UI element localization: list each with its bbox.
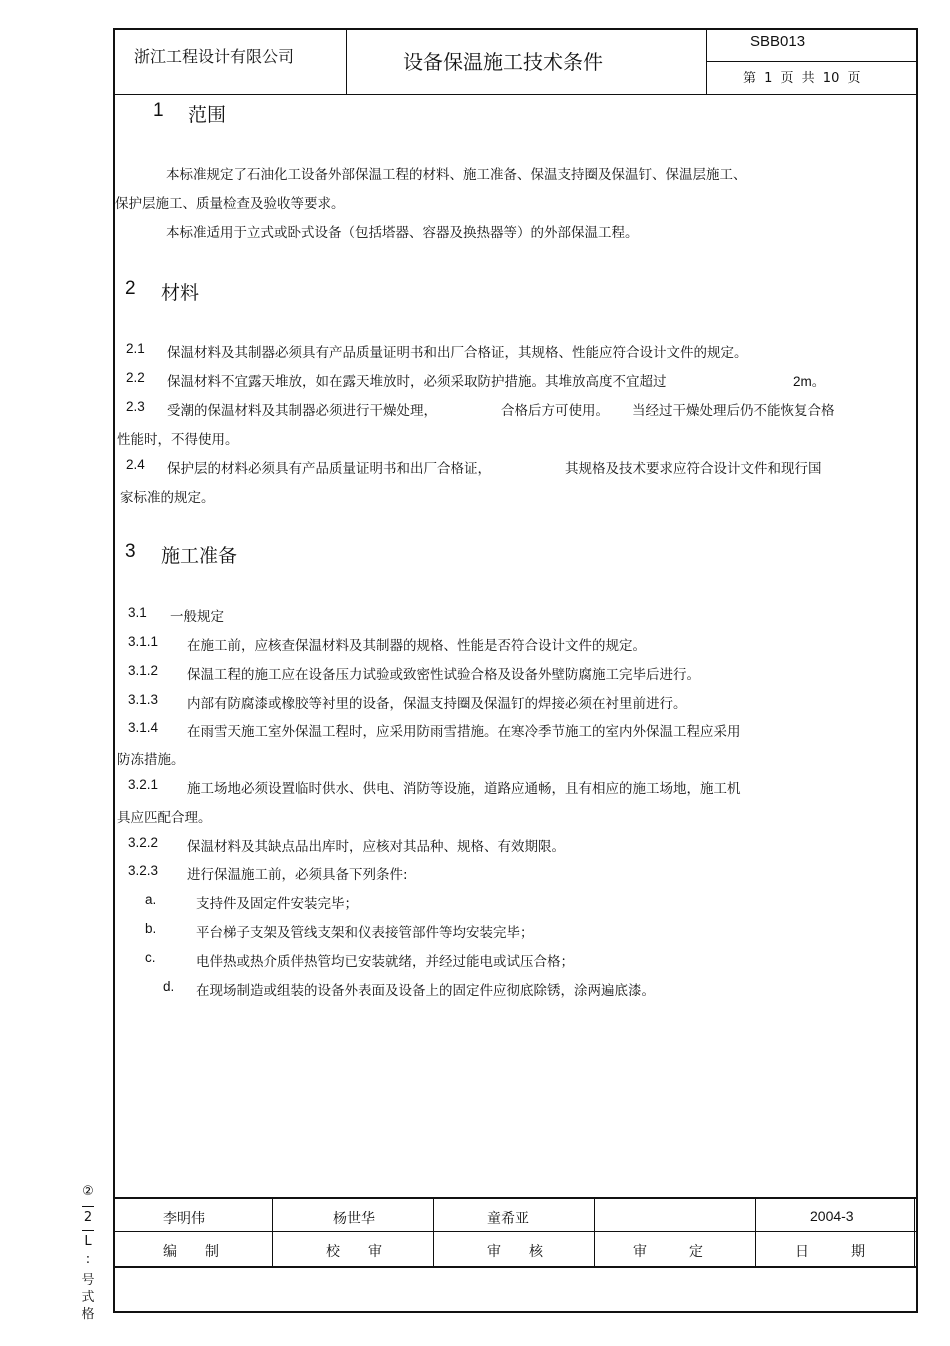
clause-2-1-number: 2.1 [126,341,145,356]
item-d-marker: d. [163,979,175,994]
item-a-marker: a. [145,892,157,907]
item-b-text: 平台梯子支架及管线支架和仪表接管部件等均安装完毕； [196,925,534,941]
margin-rule-1 [82,1206,94,1207]
clause-2-1-text: 保温材料及其制器必须具有产品质量证明书和出厂合格证，其规格、性能应符合设计文件的规定。 [167,345,748,361]
clause-2-3-text-b: 合格后方可使用。 [501,403,609,419]
clause-2-4-text-b: 其规格及技术要求应符合设计文件和现行国 [565,461,822,477]
signoff-label-approve: 审 定 [633,1244,703,1260]
scope-para-2: 本标准适用于立式或卧式设备（包括塔器、容器及换热器等）的外部保温工程。 [166,225,639,241]
clause-3-1-3-text: 内部有防腐漆或橡胶等衬里的设备，保温支持圈及保温钉的焊接必须在衬里前进行。 [187,696,687,712]
item-c-marker: c. [145,950,156,965]
margin-mark-ge: 格 [81,1307,95,1322]
page-info: 第 1 页 共 10 页 [743,71,861,86]
signoff-name-checker: 杨世华 [333,1211,375,1227]
clause-3-2-2-number: 3.2.2 [128,835,159,850]
clause-3-1-4-text: 在雨雪天施工室外保温工程时，应采用防雨雪措施。在寒冷季节施工的室内外保温工程应采用 [187,724,741,740]
signoff-col-divider-3 [594,1197,595,1267]
item-b-marker: b. [145,921,157,936]
signoff-label-review: 审 核 [487,1244,543,1260]
item-d-text: 在现场制造或组装的设备外表面及设备上的固定件应彻底除锈，涂两遍底漆。 [196,983,655,999]
document-title: 设备保温施工技术条件 [403,50,603,74]
margin-mark-2: 2 [83,1210,93,1225]
clause-2-2-number: 2.2 [126,370,145,385]
section-3-number: 3 [125,541,136,562]
signoff-name-reviewer: 童希亚 [487,1211,529,1227]
scope-para-1-line-1: 本标准规定了石油化工设备外部保温工程的材料、施工准备、保温支持圈及保温钉、保温层施工、 [166,167,747,183]
signoff-col-divider-5 [914,1197,915,1267]
margin-mark-colon: : [85,1252,91,1267]
clause-3-2-1-number: 3.2.1 [128,777,159,792]
company-name: 浙江工程设计有限公司 [134,47,295,66]
clause-2-2-height: 2m。 [793,374,826,389]
item-c-text: 电伴热或热介质伴热管均已安装就绪，并经过能电或试压合格； [196,954,574,970]
clause-3-2-1-text: 施工场地必须设置临时供水、供电、消防等设施，道路应通畅，且有相应的施工场地，施工机 [187,781,741,797]
signoff-col-divider-1 [272,1197,273,1267]
margin-mark-hao: 号 [81,1273,95,1288]
margin-mark-shi: 式 [81,1290,95,1305]
clause-3-1-1-number: 3.1.1 [128,634,159,649]
signoff-label-check: 校 审 [326,1244,382,1260]
signoff-bottom-rule [113,1266,918,1268]
header-divider-1 [346,28,347,94]
scope-para-1-line-2: 保护层施工、质量检查及验收等要求。 [115,196,345,212]
clause-3-2-3-text: 进行保温施工前，必须具备下列条件: [187,867,408,883]
clause-3-1-1-text: 在施工前，应核查保温材料及其制器的规格、性能是否符合设计文件的规定。 [187,638,646,654]
section-2-title: 材料 [161,282,200,304]
header-bottom-rule [113,94,918,95]
clause-2-4-number: 2.4 [126,457,145,472]
header-code-rule [706,61,918,62]
signoff-date: 2004-3 [810,1208,854,1224]
signoff-label-compile: 编 制 [163,1244,219,1260]
clause-2-3-number: 2.3 [126,399,145,414]
signoff-col-divider-2 [433,1197,434,1267]
signoff-middle-rule [113,1231,918,1232]
clause-3-1-3-number: 3.1.3 [128,692,159,707]
section-1-title: 范围 [188,104,227,126]
signoff-name-compiler: 李明伟 [163,1211,205,1227]
clause-3-1-4-text-cont: 防冻措施。 [117,752,185,768]
margin-rule-2 [82,1230,94,1231]
clause-2-3-text-d: 性能时，不得使用。 [117,432,239,448]
item-a-text: 支持件及固定件安装完毕； [196,896,358,912]
margin-mark-circle: ② [82,1184,94,1199]
section-1-number: 1 [153,100,164,121]
clause-3-1-4-number: 3.1.4 [128,720,159,735]
signoff-label-date: 日 期 [795,1244,865,1260]
clause-2-3-text-c: 当经过干燥处理后仍不能恢复合格 [632,403,835,419]
section-3-title: 施工准备 [161,545,238,567]
clause-2-4-text-c: 家标准的规定。 [120,490,215,506]
margin-mark-l: L [84,1234,92,1249]
clause-3-2-2-text: 保温材料及其缺点品出库时，应核对其品种、规格、有效期限。 [187,839,565,855]
clause-3-1-2-number: 3.1.2 [128,663,159,678]
clause-3-1-text: 一般规定 [170,609,224,625]
clause-3-2-3-number: 3.2.3 [128,863,159,878]
clause-3-1-number: 3.1 [128,605,147,620]
section-2-number: 2 [125,278,136,299]
document-code: SBB013 [750,33,806,50]
clause-2-4-text-a: 保护层的材料必须具有产品质量证明书和出厂合格证， [167,461,491,477]
signoff-col-divider-4 [755,1197,756,1267]
signoff-top-rule [113,1197,918,1199]
clause-3-2-1-text-cont: 具应匹配合理。 [117,810,212,826]
clause-2-2-text: 保温材料不宜露天堆放，如在露天堆放时，必须采取防护措施。其堆放高度不宜超过 [167,374,667,390]
clause-2-3-text-a: 受潮的保温材料及其制器必须进行干燥处理， [167,403,437,419]
clause-3-1-2-text: 保温工程的施工应在设备压力试验或致密性试验合格及设备外壁防腐施工完毕后进行。 [187,667,700,683]
